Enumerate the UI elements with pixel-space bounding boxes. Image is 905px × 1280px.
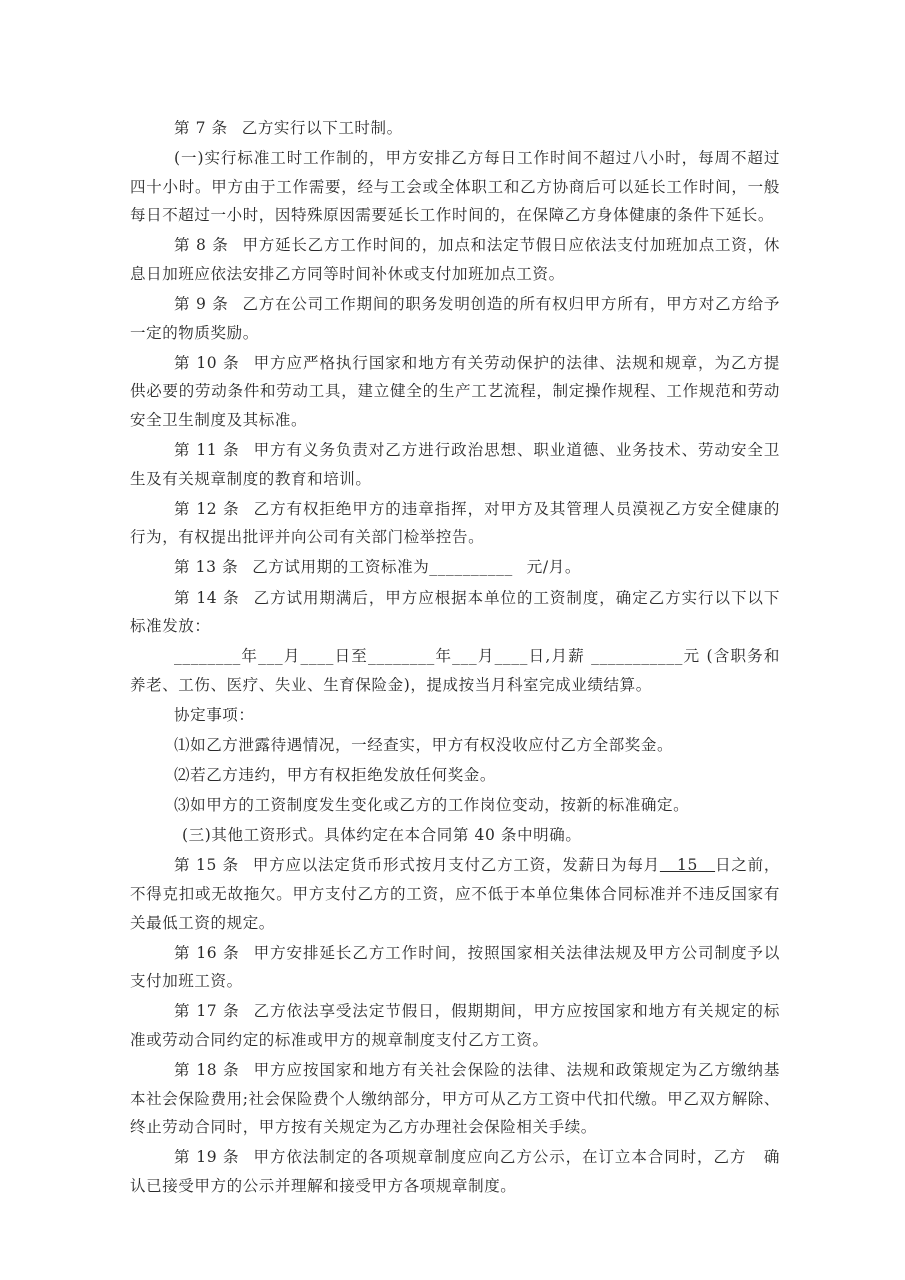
article-number: 第 16 条: [174, 943, 240, 962]
article-7-clause-1: (一)实行标准工时工作制的，甲方安排乙方每日工作时间不超过八小时，每周不超过四十小时。甲方由于工作需要，经与工会或全体职工和乙方协商后可以延长工作时间，一般每日不超过一小时，因特殊原因需要延长工作时间的，在保障乙方身体健康的条件下延长。: [130, 149, 780, 225]
article-text: 甲方延长乙方工作时间的，加点和法定节假日应依法支付加班加点工资，休息日加班应依法安排乙方同等时间补休或支付加班加点工资。: [130, 236, 780, 283]
article-text-pre: 甲方应以法定货币形式按月支付乙方工资，发薪日为每月: [252, 856, 660, 875]
article-text: 甲方应严格执行国家和地方有关劳动保护的法律、法规和规章，为乙方提供必要的劳动条件和劳动工具，建立健全的生产工艺流程，制定操作规程、工作规范和劳动安全卫生制度及其标准。: [130, 353, 780, 429]
article-text: 乙方试用期满后，甲方应根据本单位的工资制度，确定乙方实行以下以下标准发放：: [130, 588, 780, 636]
agreement-item-3: ⑶如甲方的工资制度发生变化或乙方的工作岗位变动，按新的标准确定。: [174, 796, 690, 815]
agreement-item-2: ⑵若乙方违约，甲方有权拒绝发放任何奖金。: [174, 766, 497, 785]
agreement-title: 协定事项：: [174, 705, 255, 724]
article-text: 甲方应按国家和地方有关社会保险的法律、法规和政策规定为乙方缴纳基本社会保险费用;社会保险费个人缴纳部分，甲方可从乙方工资中代扣代缴。甲乙双方解除、终止劳动合同时，甲方按有关规定为乙方办理社会保险相关手续。: [130, 1061, 780, 1137]
article-number: 第 8 条: [174, 236, 229, 255]
article-9: [130, 290, 780, 347]
article-number: 第 19 条: [174, 1148, 240, 1167]
article-text: 乙方有权拒绝甲方的违章指挥，对甲方及其管理人员漠视乙方安全健康的行为，有权提出批评并向公司有关部门检举控告。: [130, 499, 780, 547]
article-number: 第 12 条: [174, 499, 240, 518]
article-13: [130, 553, 780, 582]
article-number: 第 13 条: [174, 558, 239, 577]
article-10: [130, 349, 780, 435]
article-19: [130, 1143, 780, 1200]
article-8: [130, 231, 780, 288]
article-number: 第 17 条: [174, 1002, 240, 1021]
article-text: 乙方依法享受法定节假日，假期期间，甲方应按国家和地方有关规定的标准或劳动合同约定的标准或甲方的规章制度支付乙方工资。: [130, 1002, 780, 1049]
article-number: 第 15 条: [174, 856, 239, 875]
article-text: 乙方在公司工作期间的职务发明创造的所有权归甲方所有，甲方对乙方给予一定的物质奖励。: [130, 295, 780, 342]
article-7: [130, 114, 780, 143]
salary-unit: 元/月。: [526, 558, 581, 577]
article-14: [130, 584, 780, 641]
article-text: 乙方试用期的工资标准为__________: [252, 558, 513, 577]
salary-period-line: ________年___月____日至________年___月____日,月薪 ___________元 (含职务和养老、工伤、医疗、失业、生育保险金)，提成按当月科室完成业绩结算。: [130, 647, 780, 694]
article-15: [130, 851, 780, 937]
article-16: [130, 939, 780, 996]
article-text-post: 日之前，不得克扣或无故拖欠。甲方支付乙方的工资，应不低于本单位集体合同标准并不违反国家有关最低工资的规定。: [130, 856, 780, 932]
article-number: 第 18 条: [174, 1061, 240, 1079]
article-number: 第 10 条: [174, 353, 240, 372]
article-text: 乙方实行以下工时制。: [241, 119, 403, 137]
article-text: 甲方依法制定的各项规章制度应向乙方公示，在订立本合同时，乙方 确认已接受甲方的公示并理解和接受甲方各项规章制度。: [130, 1148, 780, 1195]
article-number: 第 9 条: [174, 295, 229, 314]
agreement-item-1: ⑴如乙方泄露待遇情况，一经查实，甲方有权没收应付乙方全部奖金。: [174, 735, 674, 754]
article-text: 甲方有义务负责对乙方进行政治思想、职业道德、业务技术、劳动安全卫生及有关规章制度的教育和培训。: [130, 441, 780, 488]
article-number: 第 7 条: [174, 119, 228, 137]
payday-value: 15: [659, 856, 716, 875]
other-wage-form: (三)其他工资形式。具体约定在本合同第 40 条中明确。: [182, 826, 582, 845]
contract-body: [130, 114, 780, 1202]
article-text: 甲方安排延长乙方工作时间，按照国家相关法律法规及甲方公司制度予以支付加班工资。: [130, 943, 780, 991]
article-number: 第 11 条: [174, 441, 240, 460]
article-number: 第 14 条: [174, 588, 240, 607]
article-17: [130, 997, 780, 1054]
article-11: [130, 436, 780, 493]
article-12: [130, 495, 780, 552]
article-18: [130, 1056, 780, 1142]
